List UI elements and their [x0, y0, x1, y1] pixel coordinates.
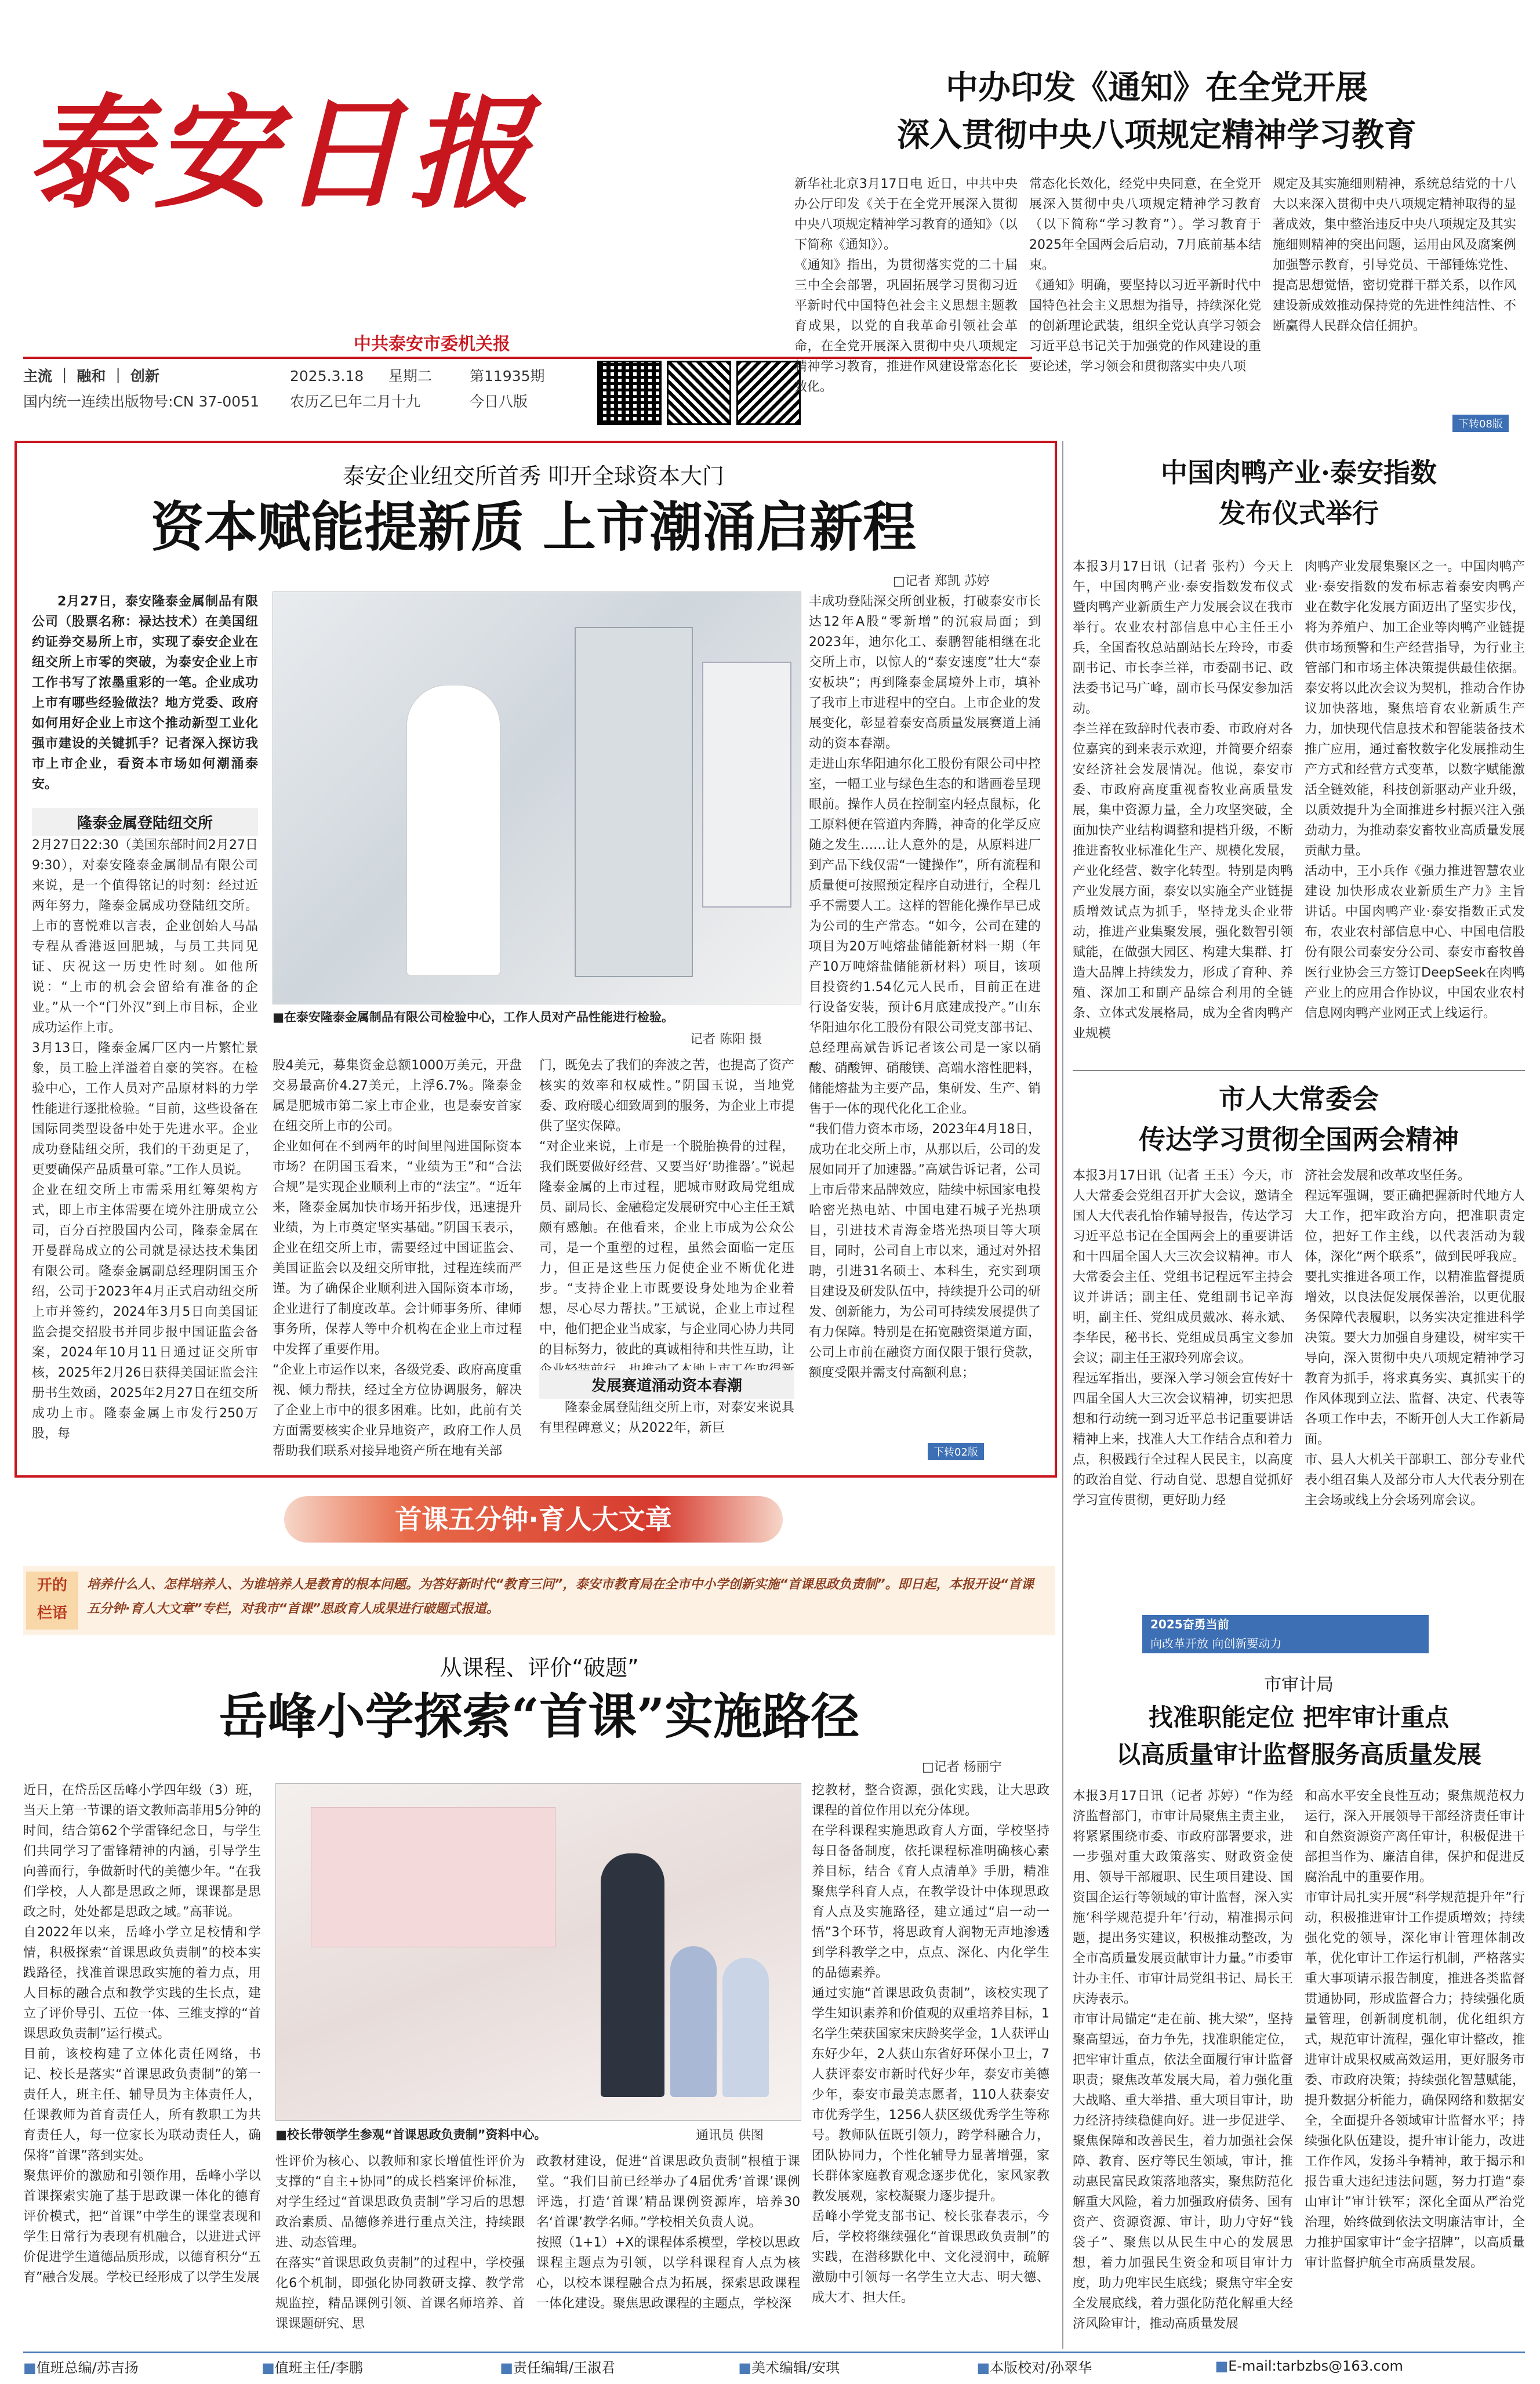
top-story-title-1: 中办印发《通知》在全党开展	[946, 68, 1368, 107]
school-story-caption: ■校长带领学生参观“首课思政负责制”资料中心。	[275, 2128, 547, 2142]
school-story-photo-credit: 通讯员 供图	[696, 2128, 764, 2143]
audit-story-headline	[1073, 1699, 1525, 1773]
student-figure	[722, 1958, 769, 2097]
principal-figure	[601, 1853, 664, 2097]
footer-editor: ■责任编辑/王淑君	[500, 2359, 615, 2376]
duck-story-col-2: 肉鸭产业发展集聚区之一。中国肉鸭产业·泰安指数的发布标志着泰安肉鸭产业在数字化发展方面迈出了坚实步伐，将为养殖户、加工企业等肉鸭产业链提供市场预警和生产经营指导，为行业主管部门和市场主体决策提供最佳依据。泰安将以此次会议为契机，推动合作协议加快落地，聚焦培育农业新质生产力，加快现代信息技术和智能装备技术推广应用，通过畜牧数字化发展推动生产方式和经营方式变革，以数字赋能激活全链效能，科技创新驱动产业升级，以质效提升为全面推进乡村振兴注入强劲动力，为推动泰安畜牧业高质量发展贡献力量。 活动中，王小兵作《强力推进智慧农业建设 加快形成农业新质生产力》主旨讲话。中国肉鸭产业·泰安指数正式发布，农业农村部信息中心、中国电信股份有限公司泰安分公司、泰安市畜牧兽医行业协会三方签订DeepSeek在肉鸭产业上的应用合作协议，中国农业农村信息网肉鸭产业网正式上线运行。	[1305, 560, 1525, 1021]
top-story-continue[interactable]: 下转08版	[1452, 415, 1509, 432]
qr-code-icon	[667, 361, 731, 425]
masthead-issue: 第11935期	[470, 368, 545, 384]
qr-code-icon	[736, 361, 801, 425]
duck-story-headline	[1073, 452, 1525, 534]
lead-story-title: 资本赋能提新质 上市潮涌启新程	[150, 496, 917, 558]
open-note-label: 开的 栏语	[26, 1572, 78, 1630]
audit-story-col-2: 和高水平安全良性互动；聚焦规范权力运行，深入开展领导干部经济责任审计和自然资源资产离任审计，积极促进干部担当作为、廉洁自律，保护和促进反腐治乱中的重要作用。 市审计局扎实开展“科学规范提升年”行动，积极推进审计工作提质增效；持续强化党的领导，深化审计管理体制改革，优化审计工作运行机制，严格落实重大事项请示报告制度，推进各类监督贯通协同，形成监督合力；持续强化质量管理，创新制度机制，优化组织方式，规范审计流程，强化审计整改，推进审计成果权威高效运用，更好服务市委、市政府决策；持续强化智慧赋能，提升数据分析能力，确保网络和数据安全，全面提升各领域审计监督水平；持续强化队伍建设，提升审计能力，改进工作作风，发扬斗争精神，敢于揭示和报告重大违纪违法问题，努力打造“泰山审计”审计铁军；深化全面从严治党治理，始终做到依法文明廉洁审计，全力推护国家审计“金字招牌”，以高质量审计监督护航全市高质量发展。	[1305, 1789, 1525, 2270]
school-story-photo	[275, 1783, 801, 2121]
masthead-date: 2025.3.18	[290, 368, 364, 384]
lead-story-body-1: 2月27日22:30（美国东部时间2月27日9:30），对泰安隆泰金属制品有限公司来说，是一个值得铭记的时刻：经过近两年努力，隆泰金属成功登陆纽交所。上市的喜悦难以言表，企业创始人马晶专程从香港返回肥城，与员工共同见证、庆祝这一历史性时刻。如他所说：“上市的机会会留给有准备的企业。”从一个“门外汉”到上市目标，企业成功运作上市。 3月13日，隆泰金属厂区内一片繁忙景象，员工脸上洋溢着自豪的笑容。在检验中心，工作人员对产品原材料的力学性能进行逐批检验。“目前，这些设备在国际同类型设备中处于先进水平。企业成功登陆纽交所，我们的干劲更足了，更要确保产品质量可靠。”工作人员说。 企业在纽交所上市需采用红筹架构方式，即上市主体需要在境外注册成立公司，百分百控股国内公司，隆泰金属在开曼群岛成立的公司就是禄达技术集团有限公司。隆泰金属副总经理阴国玉介绍，公司于2023年4月正式启动纽交所上市并签约，2024年3月5日向美国证监会提交招股书并同步报中国证监会备案，2024年10月11日通过证交所审核，2025年2月26日获得美国证监会注册书生效函，2025年2月27日在纽交所成功上市。隆泰金属上市发行250万股，每	[32, 838, 258, 1441]
duck-story-col-1: 本报3月17日讯（记者 张杓）今天上午，中国肉鸭产业·泰安指数发布仪式暨肉鸭产业新质生产力发展会议在我市举行。农业农村部信息中心主任王小兵，全国畜牧总站副站长左玲玲，市委副书记、市长李兰祥，市委副书记、政法委书记马广峰，副市长马保安参加活动。 李兰祥在致辞时代表市委、市政府对各位嘉宾的到来表示欢迎，并简要介绍泰安经济社会发展情况。他说，泰安市委、市政府高度重视畜牧业高质量发展，集中资源力量，全力攻坚突破，全面加快产业结构调整和提档升级，不断推进畜牧业标准化生产、规模化发展，产业化经营、数字化转型。特别是肉鸭产业发展方面，泰安以实施全产业链提质增效试点为抓手，坚持龙头企业带动，推进产业集聚发展，强化数智引领赋能，在做强大园区、构建大集群、打造大品牌上持续发力，形成了育种、养殖、深加工和副产品综合利用的全链条、立体式发展格局，成为全省肉鸭产业规模	[1073, 560, 1293, 1041]
footer-duty-director: ■值班主任/李鹏	[261, 2359, 363, 2376]
footer-proofreader: ■本版校对/孙翠华	[976, 2359, 1092, 2376]
masthead-logo	[26, 26, 606, 328]
masthead-tagline: 主流 ｜ 融和 ｜ 创新	[23, 368, 159, 384]
npc-story-title-1: 市人大常委会	[1219, 1083, 1379, 1115]
audit-story-title-1: 找准职能定位 把牢审计重点	[1148, 1703, 1450, 1732]
footer-bar	[23, 2352, 1525, 2379]
duck-story-title-2: 发布仪式举行	[1219, 498, 1379, 529]
school-story-kicker: 从课程、评价“破题”	[440, 1655, 639, 1681]
footer-art-editor: ■美术编辑/安琪	[738, 2359, 840, 2376]
masthead-info	[23, 365, 638, 426]
audit-story-title-2: 以高质量审计监督服务高质量发展	[1116, 1740, 1481, 1769]
masthead-weekday: 星期二	[388, 368, 433, 384]
student-figure	[670, 1946, 717, 2097]
open-note-text: 培养什么人、怎样培养人、为谁培养人是教育的根本问题。为答好新时代“教育三问”，泰安市教育局在全市中小学创新实施“首课思政负责制”。即日起，本报开设“首课五分钟·育人大文章”专栏，对我市“首课”思政育人成果进行破题式报道。	[87, 1577, 1034, 1616]
lead-story-subhead-1: 隆泰金属登陆纽交所	[32, 808, 258, 836]
lead-story-col-3: 门，既免去了我们的奔波之苦，也提高了资产核实的效率和权威性。”阴国玉说，当地党委、政府暖心细致周到的服务，为企业上市提供了坚实保障。 “对企业来说，上市是一个脱胎换骨的过程，我们既要做好经营、又要当好‘助推器’。”说起隆泰金属的上市过程，肥城市财政局党组成员、副局长、金融稳定发展研究中心主任王斌颇有感触。在他看来，企业上市成为公众公司，是一个重塑的过程，虽然会面临一定压力，但正是这些压力促使企业不断优化进步。“支持企业上市既要设身处地为企业着想，尽心尽力帮扶。”王斌说，企业上市过程中，他们把企业当成家，与企业同心协力共同的目标努力，彼此的真诚相待和共性互助，让	[539, 1058, 795, 1357]
school-story-byline: □记者 杨丽宁	[922, 1760, 1002, 1775]
footer-email[interactable]: ■E-mail:tarbzbs@163.com	[1215, 2358, 1403, 2374]
instrument-panel	[702, 662, 791, 908]
lead-story-col-4: 丰成功登陆深交所创业板，打破泰安市长达12年A股“零新增”的沉寂局面；到2023年，迪尔化工、泰鹏智能相继在北交所上市，以惊人的“泰安速度”壮大“泰安板块”；再到隆泰金属境外上市，填补了我市上市进程中的空白。上市企业的发展变化，彰显着泰安高质量发展赛道上涌动的资本春潮。 走进山东华阳迪尔化工股份有限公司中控室，一幅工业与绿色生态的和谐画卷呈现眼前。操作人员在控制室内轻点鼠标，化工原料便在管道内奔腾，神奇的化学反应随之发生……让人意外的是，从原料进厂到产品下线仅需“一键操作”，所有流程和质量便可按照预定程序自动进行，全程几乎不需要人工。这样的智能化操作早已成为公司的生产常态。“如今，公司在建的项目为20万吨熔盐储能新材料一期（年产10万吨熔盐储能新材料）项目，该项目投资约1.54亿元人民币，目前正在进行设备安装，预计6月底建成投产。”山东华阳迪尔化工股份有限公司党支部书记、总经理高斌告诉记者该公司是一家以硝酸、硝酸钾、硝酸镁、高端水溶性肥料，储能熔盐为主要产品，集研发、生产、销售于一体的现代化化工企业。 “我们借力资本市场，2023年4月18日，成功在北交所上市，从那以后，公司的发展如同开了加速器。”高斌告诉记者，公司上市后带来品牌效应，陆续中标国家电投哈密光热电站、中国电建石城子光热项目，引进技术青海金塔光热项目等大项目，同时，公司自上市以来，通过对外招聘，引进31名硕士、本科生，充实到项目建设及研发队伍中，持续提升公司的研发、创新能力，为公司可持续发展提供了有力保障。特别是在拓宽融资渠道方面，公司上市前在融资方面仅限于银行贷款，额度受限并需支付高额利息；	[809, 594, 1041, 1380]
masthead-organ: 中共泰安市委机关报	[354, 334, 510, 354]
qr-code-icon	[597, 361, 662, 425]
worker-figure	[406, 685, 500, 976]
school-story-title: 岳峰小学探索“首课”实施路径	[219, 1688, 860, 1745]
audit-story-kicker: 市审计局	[1264, 1675, 1334, 1695]
top-story-headline	[794, 64, 1519, 159]
school-story-col-3: 政教材建设，促进“首课思政负责制”根植于课堂。“我们目前已经举办了4届优秀‘首课’课例评选，打造‘首课’精品课例资源库，培养30名‘首课’教学名师。”学校相关负责人说。 按照（1+1）+X的课程体系模型，学校以思政课程主题点为引领，以学科课程育人点为核心，以校本课程融合点为拓展，探索思政课程一体化建设。聚焦思政课程的主题点，学校深	[536, 2154, 800, 2311]
top-story-title-2: 深入贯彻中央八项规定精神学习教育	[897, 116, 1416, 154]
lead-story-kicker: 泰安企业纽交所首秀 叩开全球资本大门	[342, 463, 725, 489]
top-story-col-3: 规定及其实施细则精神，系统总结党的十八大以来深入贯彻中央八项规定精神取得的显著成效，集中整治违反中央八项规定及其实施细则精神的突出问题，运用由风及腐案例加强警示教育，引导党员、干部锤炼党性、提高思想觉悟，密切党群干群关系，以作风建设新成效推动保持党的先进性纯洁性、不断赢得人民群众信任拥护。	[1273, 177, 1516, 333]
school-story-col-2: 性评价为核心、以教师和家长增值性评价为支撑的“自主+协同”的成长档案评价标准，对学生经过“首课思政负责制”学习后的思想政治素质、品德修养进行重点关注，持续跟进、动态管理。 在落实“首课思政负责制”的过程中，学校强化6个机制，即强化协同教研支撑、教学常规监控，精品课例引领、首课名师培养、首课课题研究、思	[275, 2154, 525, 2331]
edu-banner-text: 首课五分钟·育人大文章	[395, 1504, 672, 1535]
lead-story-photo-credit: 记者 陈阳 摄	[690, 1032, 762, 1047]
footer-duty-editor: ■值班总编/苏吉扬	[23, 2359, 139, 2376]
masthead-cn: 国内统一连续出版物号:CN 37-0051	[23, 393, 259, 410]
top-story-col-2: 常态化长效化，经党中央同意，在全党开展深入贯彻中央八项规定精神学习教育（以下简称“学习教育”）。学习教育于2025年全国两会后启动，7月底前基本结束。 《通知》明确，要坚持以习近平新时代中国特色社会主义思想为指导，持续深化党的创新理论武装，组织全党认真学习领会习近平总书记关于加强党的作风建设的重要论述，学习领会和贯彻落实中央八项	[1029, 177, 1261, 374]
school-story-col-1: 近日，在岱岳区岳峰小学四年级（3）班，当天上第一节课的语文教师高菲用5分钟的时间，结合第62个学雷锋纪念日，与学生们共同学习了雷锋精神的内涵，引导学生向善而行，争做新时代的美德少年。“在我们学校，人人都是思政之师，课课都是思政之时，处处都是思政之域。”高菲说。 自2022年以来，岳峰小学立足校情和学情，积极探索“首课思政负责制”的校本实践路径，找准首课思政实施的着力点，用人目标的融合点和教学实践的生长点，建立了评价导引、五位一体、三维支撑的“首课思政负责制”运行模式。 目前，该校构建了立体化责任网络，书记、校长是落实“首课思政负责制”的第一责任人，班主任、辅导员为主体责任人，任课教师为首育责任人，所有教职工为共育责任人，每一位家长为联动责任人，确保将“首课”落到实处。 聚焦评价的激励和引领作用，岳峰小学以首课探索实施了基于思政课一体化的德育评价模式，把“首课”中学生的课堂表现和学生日常行为表现有机融合，以进进式评价促进学生道德品质形成，以德育积分“五育”融合发展。学校已经形成了以学生发展	[23, 1783, 261, 2285]
school-story-col-4: 挖教材，整合资源，强化实践，让大思政课程的首位作用以充分体现。 在学科课程实施思政育人方面，学校坚持每日备备制度，依托课程标准明确核心素养目标，结合《育人点清单》手册，精准聚焦学科育人点，在教学设计中体现思政育人点及实施路径，建立通过“启一动一悟”3个环节，将思政育人润物无声地渗透到学科教学之中，点点、深化、内化学生的品德素养。 通过实施“首课思政负责制”，该校实现了学生知识素养和价值观的双重培养目标，1名学生荣获国家宋庆龄奖学金，1人获评山东好少年，2人获山东省好环保小卫士，7人获评泰安市新时代好少年，泰安市美德少年，泰安市最美志愿者，110人获泰安市优秀学生，1256人获区级优秀学生等称号。教师队伍既引领力，跨学科融合力，团队协同力，个性化辅导力显著增强，家长群体家庭教育观念逐步优化，家风家教教发展观，家校凝聚力逐步提升。 岳峰小学党支部书记、校长张春表示，今后，学校将继续强化“首课思政负责制”的实践，在潜移默化中、文化浸润中，疏解激励中引领每一名学生立大志、明大德、成大才、担大任。	[812, 1783, 1049, 2305]
lead-story-intro: 2月27日，泰安隆泰金属制品有限公司（股票名称：禄达技术）在美国纽约证券交易所上市，实现了泰安企业在纽交所上市零的突破，为泰安企业上市工作书写了浓墨重彩的一笔。企业成功上市有哪些经验做法？地方党委、政府如何用好企业上市这个推动新型工业化强市建设的关键抓手？记者深入探访我市上市企业，看资本市场如何潮涌泰安。	[32, 594, 258, 792]
lead-story-caption: ■在泰安隆泰金属制品有限公司检验中心，工作人员对产品性能进行检验。	[273, 1010, 674, 1024]
lead-story-continue[interactable]: 下转02版	[928, 1443, 984, 1460]
audit-badge: 2025奋勇当前 向改革开放 向创新要动力	[1142, 1615, 1429, 1653]
lead-story-byline: □记者 郑凯 苏婷	[893, 574, 990, 589]
audit-story-col-1: 本报3月17日讯（记者 苏婷）“作为经济监督部门，市审计局聚焦主责主业，将紧紧围绕市委、市政府部署要求，进一步强对重大政策落实、财政资金使用、领导干部履职、民生项目建设、国资国企运行等领域的审计监督，深入实施‘科学规范提升年’行动，精准揭示问题，提出务实建议，积极推动整改，为全市高质量发展贡献审计力量。”市委审计办主任、市审计局党组书记、局长王庆涛表示。 市审计局锚定“走在前、挑大梁”，坚持聚高望远，奋力争先，找准职能定位，把牢审计重点，依法全面履行审计监督职责；聚焦改革发展大局，着力强化重大战略、重大举措、重大项目审计，助力经济持续稳健向好。进一步促进学、聚焦保障和改善民生，着力加强社会保障、教育、医疗等民生领域，审计，推动惠民富民政策落地落实，聚焦防范化解重大风险，着力加强政府债务、国有资产、资源资源、审计，助力守好“钱袋子”、聚焦以从民生中心的发展思想，着力加强民生资金和项目审计力度，助力兜牢民生底线；聚焦守牢全安全发展底线，着力强化防范化解重大经济风险审计，推动高质量发展	[1073, 1789, 1293, 2331]
top-story-col-1: 新华社北京3月17日电 近日，中共中央办公厅印发《关于在全党开展深入贯彻中央八项规定精神学习教育的通知》（以下简称《通知》）。 《通知》指出，为贯彻落实党的二十届三中全会部署，巩固拓展学习贯彻习近平新时代中国特色社会主义思想主题教育成果，以党的自我革命引领社会革命，在全党开展深入贯彻中央八项规定精神学习教育，推进作风建设常态化长效化。	[794, 177, 1018, 394]
duck-story-title-1: 中国肉鸭产业·泰安指数	[1160, 457, 1437, 488]
display-board	[311, 1807, 555, 1947]
edu-banner	[284, 1496, 783, 1543]
npc-story-col-1: 本报3月17日讯（记者 王玉）今天，市人大常委会党组召开扩大会议，邀请全国人大代表孔怡作辅导报告，传达学习习近平总书记在全国两会上的重要讲话和十四届全国人大三次会议精神。市人大常委会主任、党组书记程远军主持会议并讲话；副主任、党组副书记辛海明，副主任、党组成员戴冰、蒋永斌、李华民，秘书长、党组成员禹宝文参加会议；副主任王淑玲列席会议。 程远军指出，要深入学习领会宣传好十四届全国人大三次会议精神，切实把思想和行动统一到习近平总书记重要讲话精神上来，找准人大工作结合点和着力点，积极践行全过程人民民主，以高度的政治自觉、行动自觉、思想自觉抓好学习宣传贯彻，更好助力经	[1073, 1169, 1293, 1508]
npc-story-col-2: 济社会发展和改革攻坚任务。 程远军强调，要正确把握新时代地方人大工作，把牢政治方向，把准职责定位，把好工作主线，以代表活动为载体，深化“两个联系”，做到民呼我应。要扎实推进各项工作，以精准监督提质增效，以良法促发展保善治，以更优服务保障代表履职，以务实决定推进科学决策。要大力加强自身建设，树牢实干导向，深入贯彻中央八项规定精神学习教育为抓手，将求真务实、真抓实干的作风体现到立法、监督、决定、代表等各项工作中去，不断开创人大工作新局面。 市、县人大机关干部职工、部分专业代表小组召集人及部分市人大代表分别在主会场或线上分会场列席会议。	[1305, 1169, 1525, 1508]
lead-story-photo	[273, 592, 801, 1004]
npc-story-title-2: 传达学习贯彻全国两会精神	[1139, 1124, 1459, 1155]
lead-story-subhead-2: 发展赛道涌动资本春潮	[539, 1370, 794, 1399]
test-machine	[575, 627, 693, 977]
lead-story-col-3b: 隆泰金属登陆纽交所上市，对泰安来说具有里程碑意义；从2022年，新巨	[539, 1400, 795, 1435]
npc-story-headline	[1073, 1079, 1525, 1160]
masthead-lunar: 农历乙巳年二月十九	[290, 393, 421, 410]
lead-story-col-2: 股4美元，募集资金总额1000万美元，开盘交易最高价4.27美元，上浮6.7%。隆泰金属是肥城市第二家上市企业，也是泰安首家在纽交所上市的公司。 企业如何在不到两年的时间里闯进国际资本市场？在阴国玉看来，“业绩为王”和“合法合规”是实现企业顺利上市的“法宝”。“近年来，隆泰金属加快市场开拓步伐，迅速提升业绩，为上市奠定坚实基础。”阴国玉表示，企业在纽交所上市，需要经过中国证监会、美国证监会以及纽交所审批，过程连续而严谨。为了确保企业顺利进入国际资本市场，企业进行了制度改革。会计师事务所、律师事务所，保荐人等中介机构在企业上市过程中发挥了重要作用。 “企业上市运作以来，各级党委、政府高度重视、倾力帮扶，经过全方位协调服务，解决了企业上市中的很多困难。比如，此前有关方面需要核实企业异地资产，政府工作人员帮助我们联系对接异地资产所在地有关部	[273, 1058, 522, 1458]
masthead-name: 泰安日报	[26, 82, 537, 225]
masthead-pages: 今日八版	[470, 393, 528, 410]
